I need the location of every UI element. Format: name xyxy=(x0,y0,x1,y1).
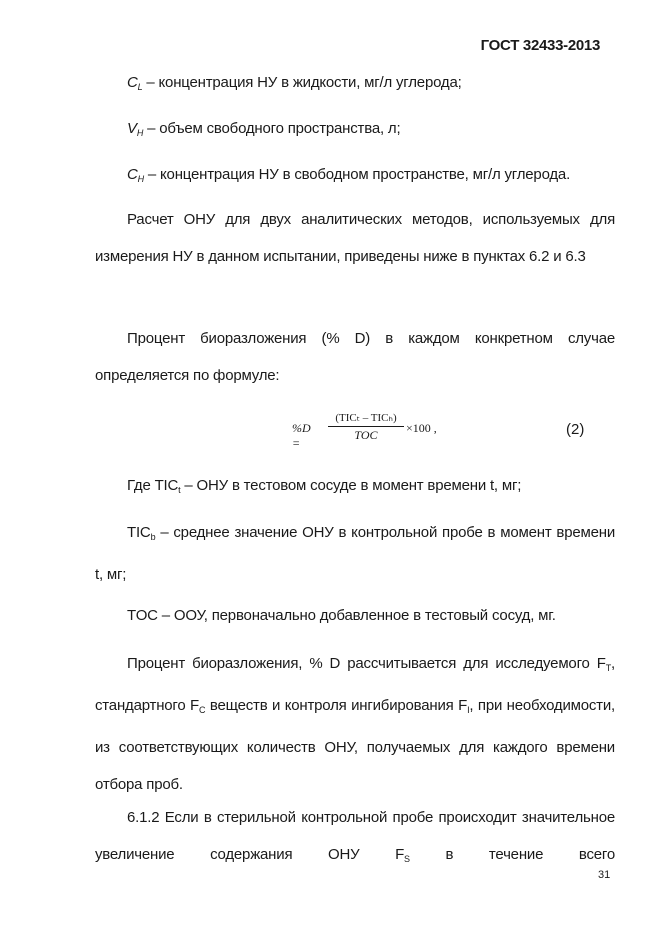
page-number: 31 xyxy=(598,869,611,881)
definition-text: – концентрация НУ в жидкости, мг/л углерода; xyxy=(142,74,462,91)
text: , при необходимости, из соответствующих количеств ОНУ, получаемых для каждого времени отбора проб. xyxy=(95,697,615,793)
paragraph-biodegradation xyxy=(95,645,615,803)
text: веществ и контроля ингибирования F xyxy=(205,697,468,714)
symbol: V xyxy=(127,120,137,137)
where-tic-t xyxy=(95,467,615,509)
where-toc: TOC – ООУ, первоначально добавленное в тестовый сосуд, мг. xyxy=(127,607,556,624)
definition-text: – объем свободного пространства, л; xyxy=(143,120,401,137)
subscript: T xyxy=(605,663,612,673)
subscript: S xyxy=(404,854,410,864)
definition-cl xyxy=(95,64,615,106)
document-id: ГОСТ 32433-2013 xyxy=(480,37,600,54)
paragraph-percent: Процент биоразложения (% D) в каждом конкретном случае определяется по формуле: xyxy=(95,330,615,384)
formula-fraction xyxy=(328,411,404,443)
subscript: C xyxy=(199,705,206,715)
subscript: t xyxy=(178,485,181,495)
subscript: H xyxy=(136,128,144,138)
text: Где TIC xyxy=(127,477,179,494)
subscript: I xyxy=(467,705,470,715)
definition-text: – концентрация НУ в свободном пространстве, мг/л углерода. xyxy=(143,166,571,183)
text: , стандартного F xyxy=(95,655,615,714)
definition-vh xyxy=(95,110,615,152)
paragraph-calc: Расчет ОНУ для двух аналитических методов, используемых для измерения НУ в данном испытании, приведены ниже в пунктах 6.2 и 6.3 xyxy=(95,211,615,265)
symbol: C xyxy=(127,166,138,183)
text: – среднее значение ОНУ в контрольной пробе в момент времени t, мг; xyxy=(95,524,615,583)
text: TIC xyxy=(127,524,151,541)
formula-lhs: %D = xyxy=(292,421,311,450)
subscript: L xyxy=(137,82,143,92)
formula-denominator: TOC xyxy=(354,428,378,442)
text: Процент биоразложения, % D рассчитывается для исследуемого F xyxy=(127,655,606,672)
equation-number: (2) xyxy=(566,421,585,438)
symbol: C xyxy=(127,74,138,91)
definition-ch xyxy=(95,156,615,198)
where-tic-b xyxy=(95,514,615,593)
subscript: H xyxy=(137,174,144,184)
paragraph-6-1-2 xyxy=(95,799,615,878)
subscript: b xyxy=(150,532,156,542)
text: 6.1.2 Если в стерильной контрольной пробе происходит значительное увеличение содержания ОНУ F xyxy=(95,809,615,863)
text: – ОНУ в тестовом сосуде в момент времени t, мг; xyxy=(180,477,522,494)
formula-numerator: (TICₜ – TICₕ) xyxy=(328,411,404,427)
formula-rhs: ×100 , xyxy=(406,421,437,435)
text: в течение всего xyxy=(409,846,615,863)
